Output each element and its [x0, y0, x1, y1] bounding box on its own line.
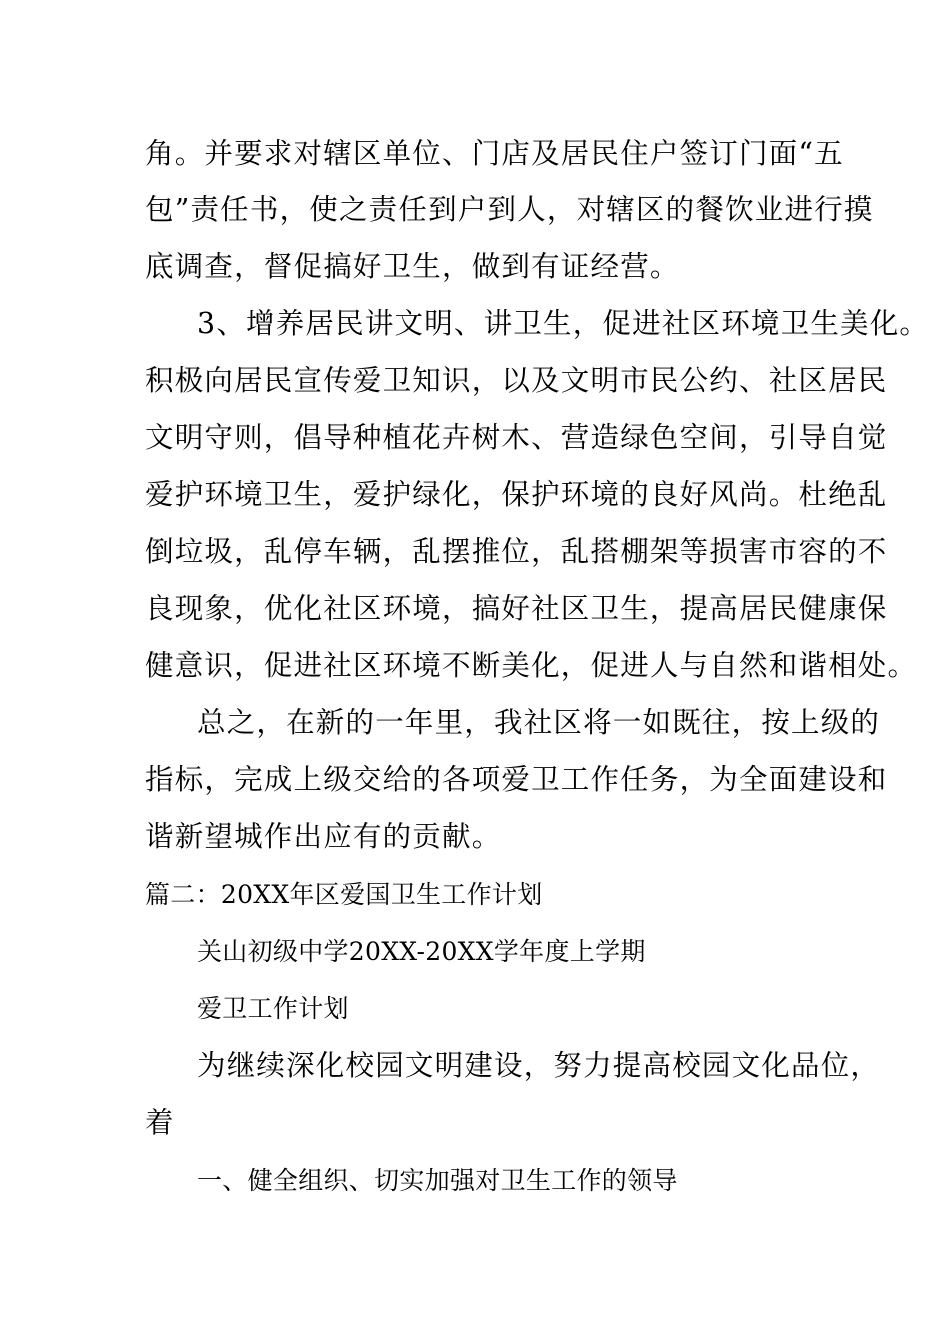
- paragraph-line: 爱护环境卫生，爱护绿化，保护环境的良好风尚。杜绝乱: [145, 478, 888, 511]
- paragraph-line: 角。并要求对辖区单位、门店及居民住户签订门面“五: [145, 137, 844, 170]
- paragraph-line: 着: [145, 1106, 175, 1139]
- section-heading: 一、健全组织、切实加强对卫生工作的领导: [197, 1166, 678, 1195]
- paragraph-line: 倒垃圾，乱停车辆，乱摆推位，乱搭棚架等损害市容的不: [145, 535, 888, 568]
- paragraph-line: 包”责任书，使之责任到户到人，对辖区的餐饮业进行摸: [145, 193, 874, 226]
- paragraph-line: 总之，在新的一年里，我社区将一如既往，按上级的: [197, 706, 881, 739]
- paragraph-line: 底调查，督促搞好卫生，做到有证经营。: [145, 250, 680, 283]
- paragraph-line: 良现象，优化社区环境，搞好社区卫生，提高居民健康保: [145, 592, 888, 625]
- subtitle-line: 爱卫工作计划: [197, 994, 349, 1023]
- paragraph-line: 为继续深化校园文明建设，努力提高校园文化品位，: [197, 1049, 881, 1082]
- paragraph-line: 健意识，促进社区环境不断美化，促进人与自然和谐相处。: [145, 649, 918, 682]
- paragraph-line: 谐新望城作出应有的贡献。: [145, 820, 502, 853]
- paragraph-line: 积极向居民宣传爱卫知识，以及文明市民公约、社区居民: [145, 364, 888, 397]
- paragraph-line: 3、增养居民讲文明、讲卫生，促进社区环境卫生美化。: [197, 307, 930, 340]
- subtitle-line: 关山初级中学20XX-20XX学年度上学期: [197, 937, 646, 966]
- paragraph-line: 文明守则，倡导种植花卉树木、营造绿色空间，引导自觉: [145, 421, 888, 454]
- paragraph-line: 指标，完成上级交给的各项爱卫工作任务，为全面建设和: [145, 763, 888, 796]
- section-heading: 篇二：20XX年区爱国卫生工作计划: [145, 880, 543, 909]
